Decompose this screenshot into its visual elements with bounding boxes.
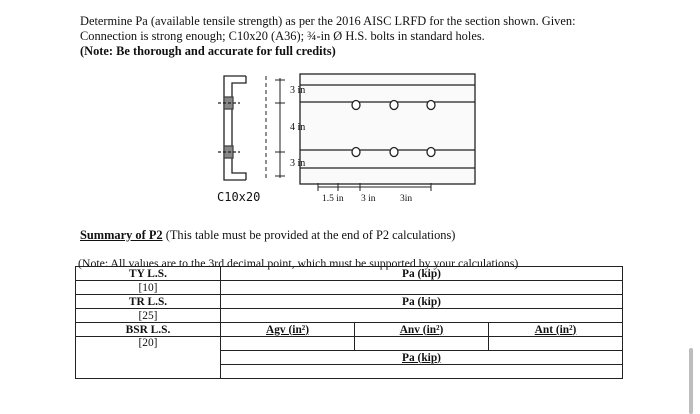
bsr-pa-header: Pa (kip) [221, 351, 623, 365]
tr-pa-header: Pa (kip) [221, 295, 623, 309]
bolt-hole [427, 101, 435, 110]
problem-line-2: Connection is strong enough; C10x20 (A36); ¾-in Ø H.S. bolts in standard holes. [80, 29, 485, 43]
problem-note: (Note: Be thorough and accurate for full credits) [80, 44, 336, 58]
ty-points: [10] [76, 281, 221, 295]
anv-header: Anv (in²) [355, 323, 489, 337]
scrollbar[interactable] [689, 348, 693, 414]
bolt-hole [390, 101, 398, 110]
bolt-hole [352, 148, 360, 157]
summary-heading [80, 228, 455, 243]
summary-note: (Note: All values are to the 3rd decimal point, which must be supported by your calculations) [78, 256, 519, 270]
bolt-hole [390, 148, 398, 157]
dim-mid-label: 4 in [290, 122, 306, 133]
ty-pa-value[interactable] [221, 281, 623, 295]
tr-points: [25] [76, 309, 221, 323]
ty-pa-header: Pa (kip) [221, 267, 623, 281]
bolt-hole [427, 148, 435, 157]
dim-bottom-right-label: 3in [400, 194, 413, 204]
agv-header: Agv (in²) [221, 323, 355, 337]
dim-bottom-left-label: 1.5 in [322, 194, 344, 204]
tr-label: TR L.S. [76, 295, 221, 309]
bsr-points: [20] [76, 337, 221, 379]
ant-header: Ant (in²) [489, 323, 623, 337]
summary-title: Summary of P2 [80, 228, 163, 242]
dim-bottom-mid-label: 3 in [361, 194, 376, 204]
dim-top-label: 3 in [290, 85, 306, 96]
tr-pa-value[interactable] [221, 309, 623, 323]
agv-value[interactable] [221, 337, 355, 351]
ty-label: TY L.S. [76, 267, 221, 281]
vertical-dimension [266, 76, 285, 180]
ant-value[interactable] [489, 337, 623, 351]
channel-section [218, 76, 246, 180]
problem-line-1: Determine Pa (available tensile strength) as per the 2016 AISC LRFD for the section shown. Given: [80, 14, 576, 28]
plate-plan [300, 74, 475, 184]
summary-subtitle: (This table must be provided at the end of P2 calculations) [162, 228, 456, 242]
bsr-label: BSR L.S. [76, 323, 221, 337]
section-label: C10x20 [217, 190, 261, 204]
bolt-hole [352, 101, 360, 110]
dim-bot-label: 3 in [290, 158, 306, 169]
bsr-pa-value[interactable] [221, 365, 623, 379]
summary-table [75, 266, 623, 379]
anv-value[interactable] [355, 337, 489, 351]
